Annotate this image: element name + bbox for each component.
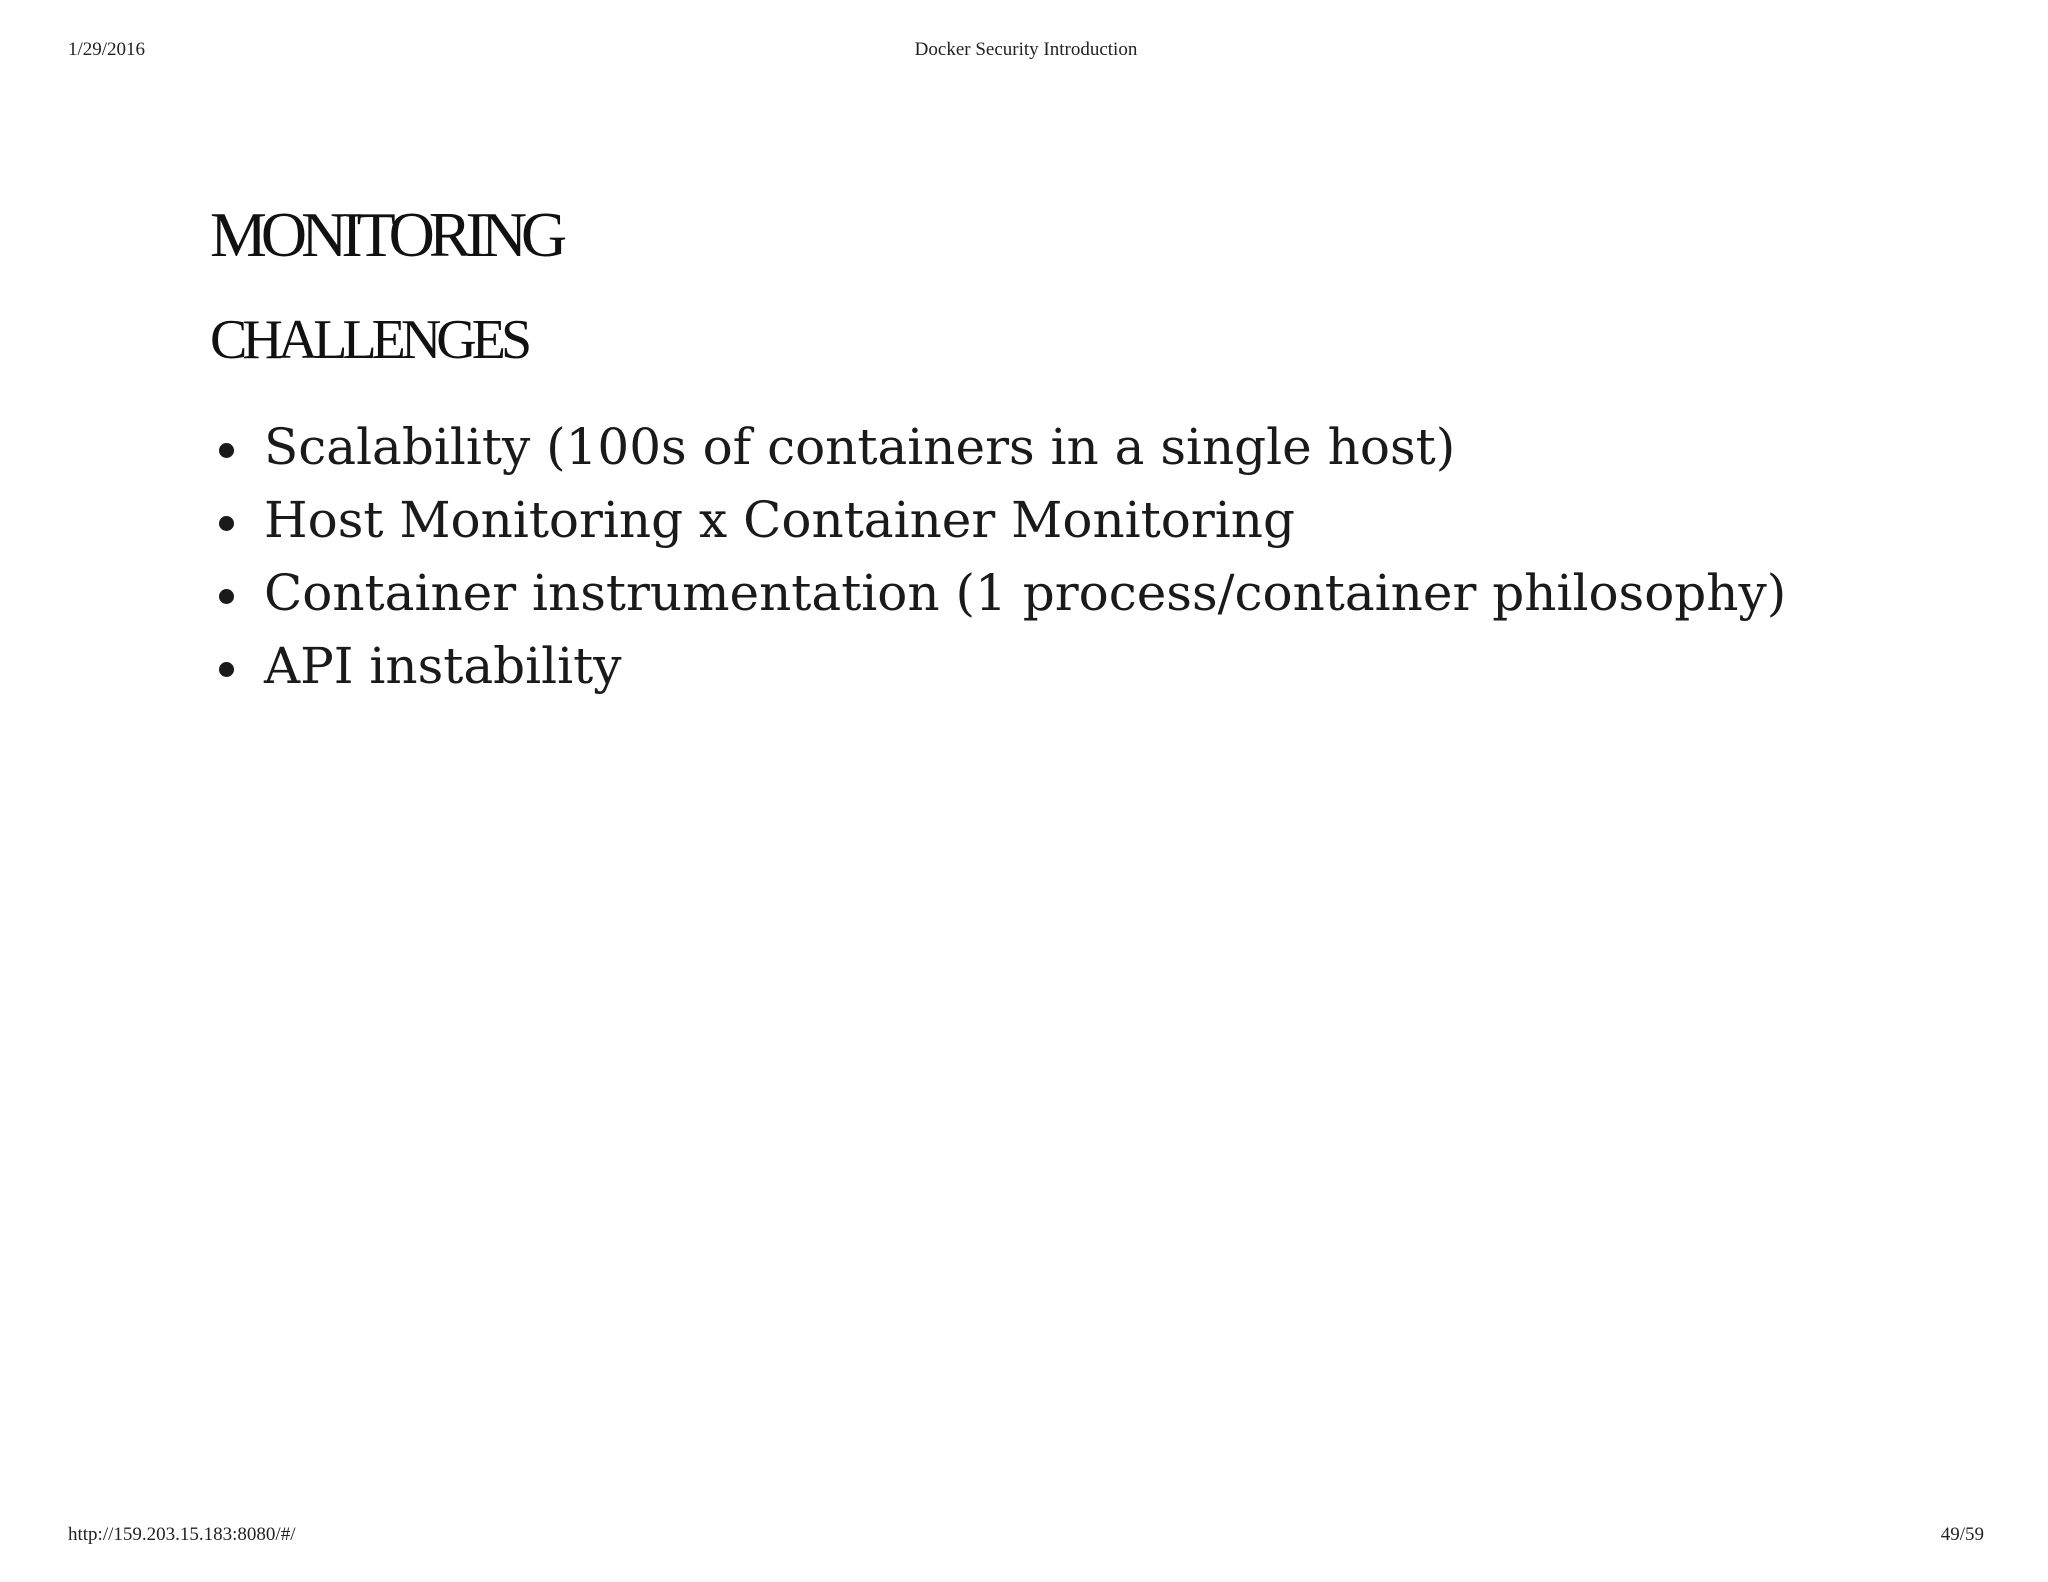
bullet-text: Container instrumentation (1 process/container philosophy) [264,564,1787,622]
print-footer [68,1524,1984,1548]
slide-subtitle: CHALLENGES [210,309,528,371]
bullet-item [210,411,1910,484]
bullet-dot-icon [219,589,234,604]
page-url: http://159.203.15.183:8080/#/ [68,1524,296,1545]
bullet-dot-icon [219,443,234,458]
slide-content [210,195,1910,703]
bullet-item [210,630,1910,703]
bullet-text: Scalability (100s of containers in a single host) [264,418,1456,476]
bullet-item [210,557,1910,630]
bullet-dot-icon [219,662,234,677]
bullet-dot-icon [219,516,234,531]
bullet-item [210,484,1910,557]
print-header [68,39,1984,63]
bullet-text: API instability [264,637,622,695]
print-date: 1/29/2016 [68,39,146,60]
bullet-text: Host Monitoring x Container Monitoring [264,491,1295,549]
bullet-list [210,411,1910,703]
page-number: 49/59 [1940,1524,1984,1545]
document-title: Docker Security Introduction [914,39,1138,60]
slide-title: MONITORING [210,199,562,270]
